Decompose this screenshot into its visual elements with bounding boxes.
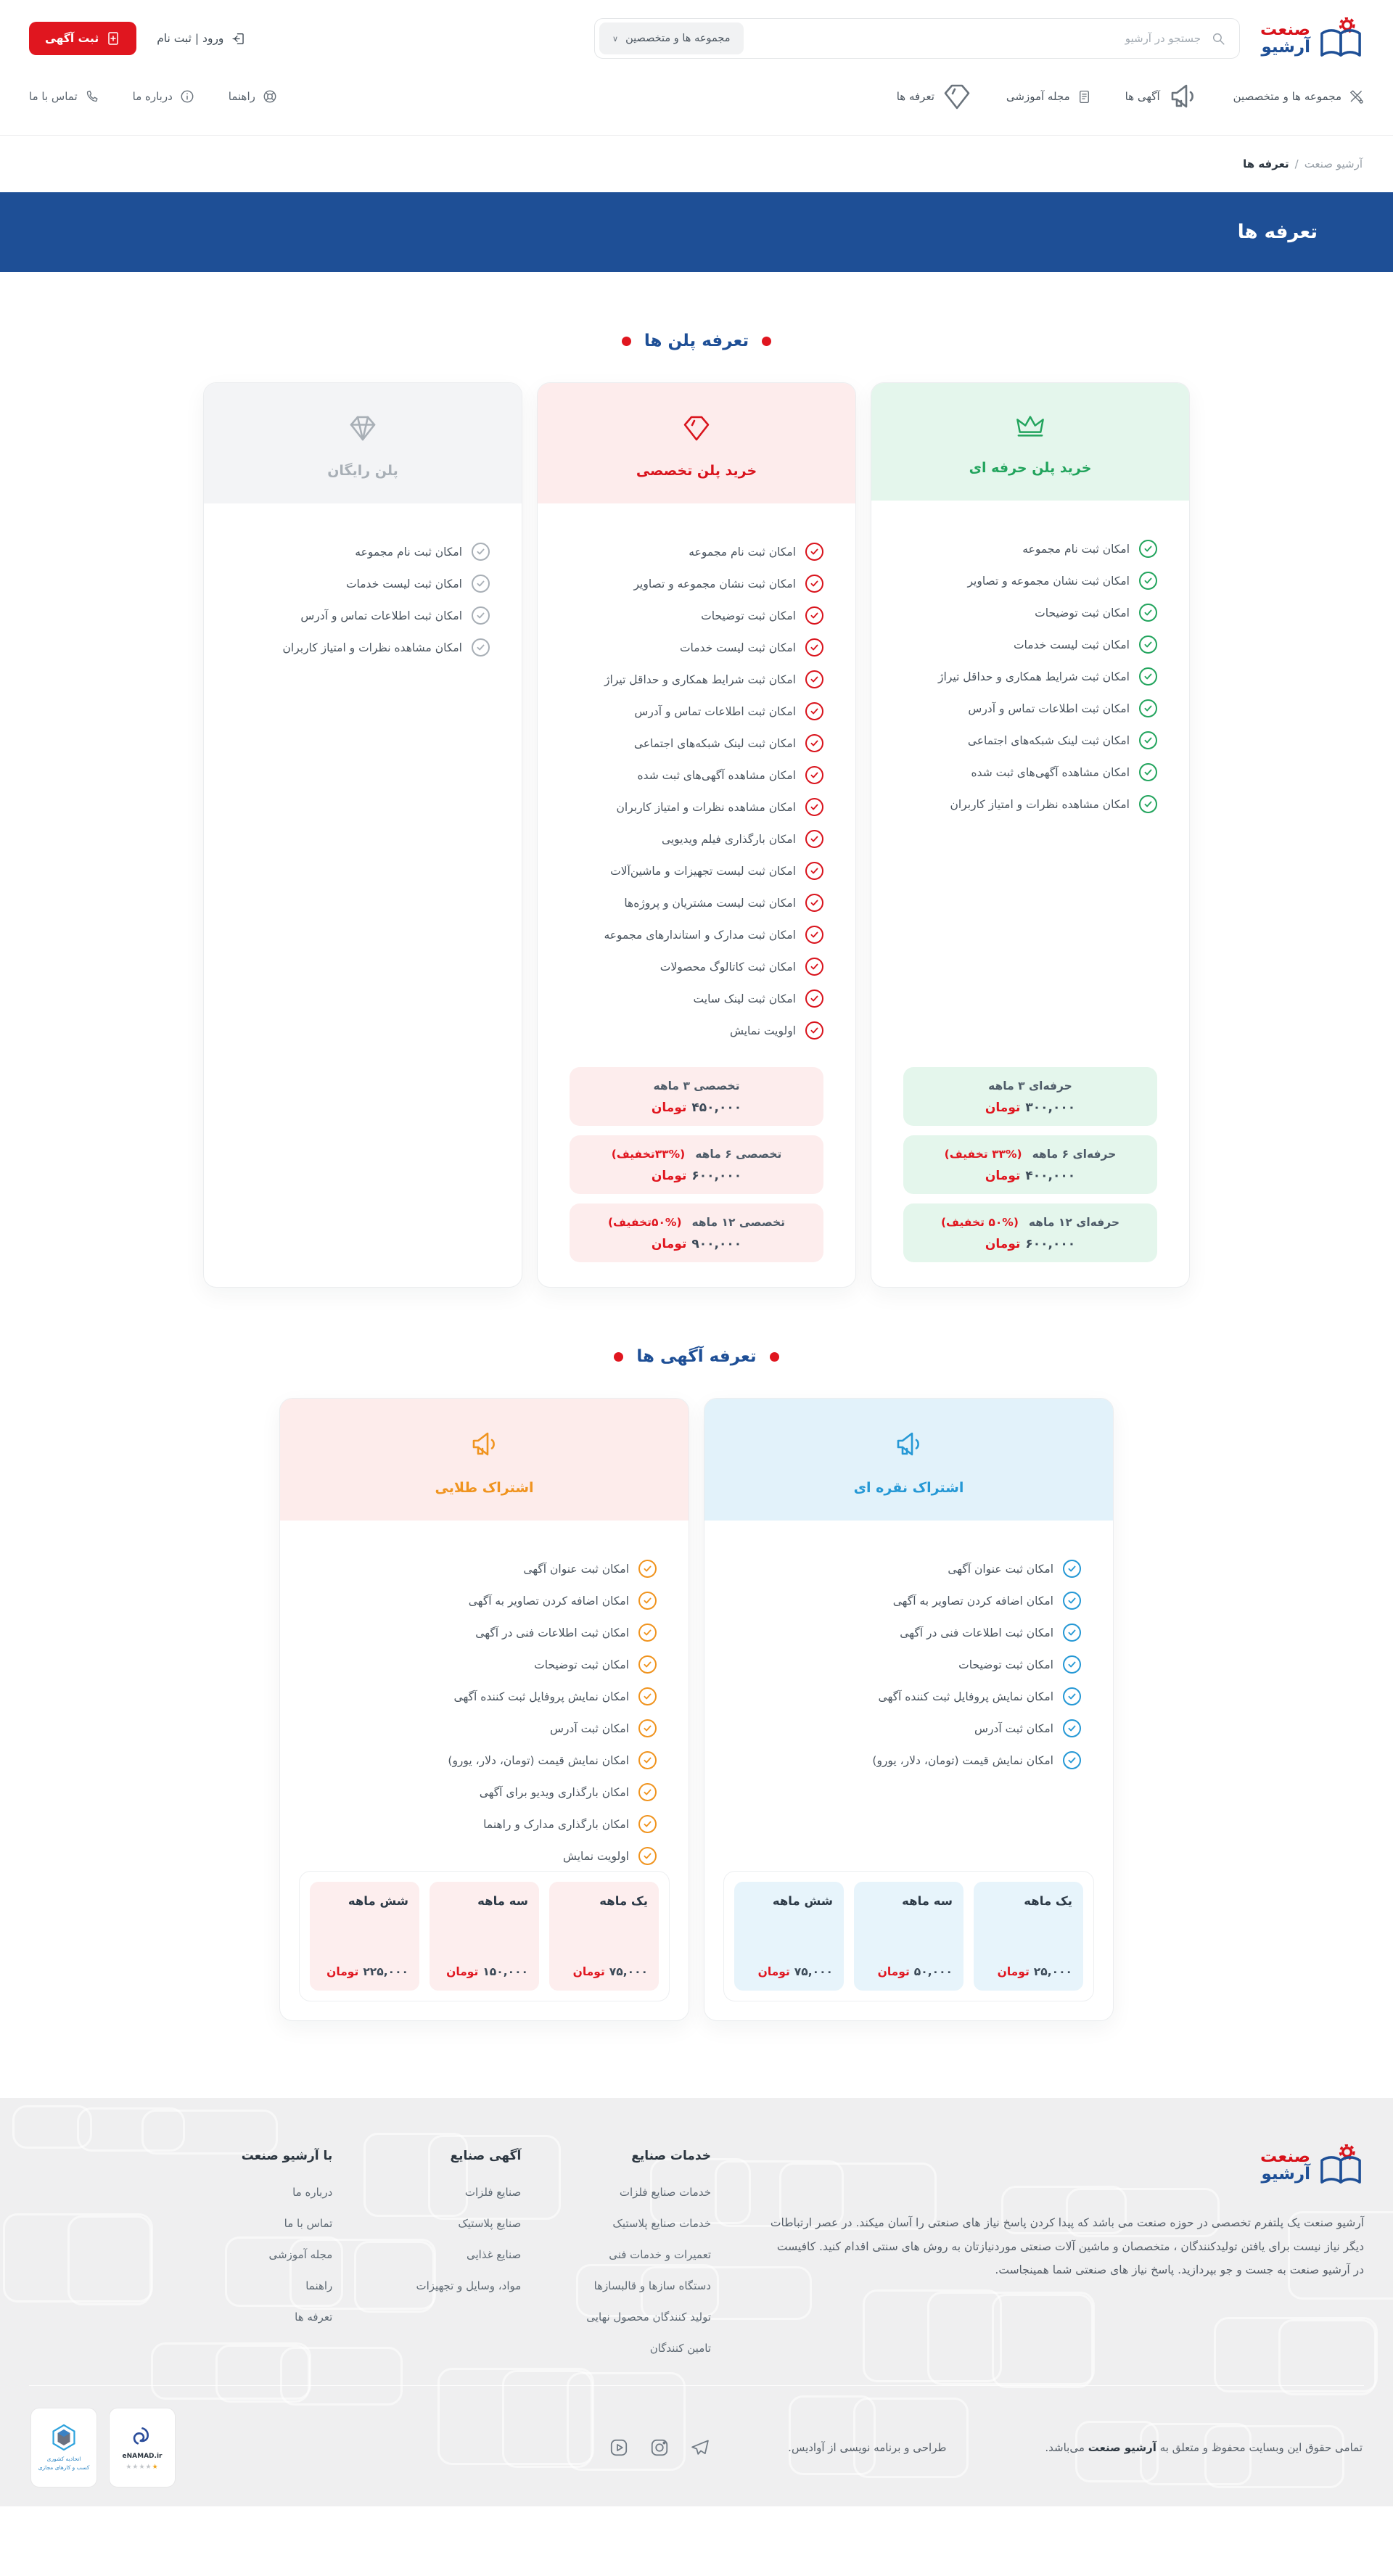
price-currency: تومان: [651, 1237, 687, 1251]
search-category-label: مجموعه ها و متخصصین: [625, 33, 731, 44]
nav-item-2[interactable]: مجله آموزشی: [1006, 89, 1092, 104]
plan-feature: [312, 1847, 657, 1865]
ad-price-currency: تومان: [572, 1965, 605, 1978]
ad-price-currency: تومان: [877, 1965, 910, 1978]
enamad-icon: [130, 2424, 155, 2449]
diamond-icon: [347, 412, 379, 444]
plan-feature: [570, 702, 823, 720]
price-currency: تومان: [985, 1237, 1021, 1251]
plan-feature: [570, 894, 823, 912]
footer-column-0: [586, 2149, 711, 2355]
plan-feature-label: امکان ثبت لینک شبکه‌های اجتماعی: [633, 736, 796, 750]
plan-feature: [570, 766, 823, 784]
plan-feature: [570, 670, 823, 688]
ad-plan-title: اشتراک طلایی: [435, 1480, 534, 1496]
check-icon: [805, 958, 823, 976]
check-icon: [1063, 1687, 1081, 1705]
breadcrumb-current: تعرفه ها: [1243, 157, 1289, 170]
plan-feature: [903, 540, 1157, 558]
check-icon: [805, 1021, 823, 1040]
plan-feature: [312, 1751, 657, 1769]
nav-item-0[interactable]: مجموعه ها و متخصصین: [1233, 89, 1364, 104]
ad-price-duration: سه ماهه: [477, 1894, 528, 1908]
plan-feature: [570, 830, 823, 848]
price-currency: تومان: [985, 1100, 1021, 1115]
plan-feature-label: امکان ثبت عنوان آگهی: [523, 1562, 629, 1576]
red-dot-icon: [614, 1352, 623, 1362]
footer-column-title: خدمات صنایع: [631, 2149, 711, 2163]
footer-link[interactable]: دستگاه سازها و قالبسازها: [593, 2279, 711, 2292]
ad-price-currency: تومان: [757, 1965, 790, 1978]
plan-feature: [570, 543, 823, 561]
check-icon: [805, 926, 823, 944]
plan-feature-label: امکان ثبت نشان مجموعه و تصاویر: [633, 577, 796, 590]
plan-feature-label: امکان ثبت اطلاعات فنی در آگهی: [475, 1626, 629, 1639]
plan-feature-label: امکان ثبت اطلاعات تماس و آدرس: [968, 701, 1130, 715]
footer-link[interactable]: درباره ما: [292, 2186, 333, 2199]
ad-price-group: [299, 1871, 670, 2001]
plan-feature-label: امکان ثبت لیست تجهیزات و ماشین‌آلات: [610, 864, 796, 878]
price-discount: (۵۰%تخفیف): [607, 1216, 682, 1229]
price-period-label: حرفه‌ای ۳ ماهه: [988, 1079, 1072, 1092]
check-icon: [638, 1783, 657, 1801]
phone-icon: [84, 89, 99, 104]
footer-column-2: [209, 2149, 332, 2355]
instagram-icon[interactable]: [649, 2437, 670, 2458]
check-icon: [638, 1719, 657, 1737]
plan-feature-label: اولویت نمایش: [562, 1849, 629, 1863]
brand-wordmark: صنعت آرشیو: [1260, 20, 1310, 57]
footer-bottom-bar: [29, 2385, 1364, 2506]
price-discount: (۳۳%تخفیف): [611, 1148, 686, 1161]
plan-feature-label: امکان ثبت نام مجموعه: [355, 545, 462, 559]
plan-feature: [903, 795, 1157, 813]
ad-plan-card-silver: [704, 1398, 1114, 2021]
ad-price-box[interactable]: [854, 1882, 963, 1991]
plan-feature: [312, 1592, 657, 1610]
check-icon: [805, 670, 823, 688]
price-amount: ۳۰۰,۰۰۰: [1025, 1100, 1076, 1115]
plan-feature: [903, 667, 1157, 686]
book-gear-icon: [1318, 2144, 1364, 2186]
price-discount: (۵۰% تخفیف): [940, 1216, 1019, 1229]
footer-link[interactable]: مواد، وسایل و تجهیزات: [416, 2279, 522, 2292]
plan-feature-label: امکان ثبت لیست خدمات: [679, 641, 796, 654]
price-period-label: تخصصی ۳ ماهه: [653, 1079, 740, 1092]
ad-price-duration: یک ماهه: [1024, 1894, 1072, 1908]
gem-icon: [681, 412, 712, 444]
check-icon: [1063, 1624, 1081, 1642]
document-plus-icon: [106, 31, 120, 46]
post-ad-label: ثبت آگهی: [45, 32, 99, 45]
ads-section-heading: [0, 1347, 1393, 1366]
plan-price-box[interactable]: [903, 1067, 1157, 1126]
check-icon: [805, 543, 823, 561]
book-gear-icon: [1318, 17, 1364, 59]
nav-item-0[interactable]: راهنما: [229, 89, 278, 104]
plan-feature-label: امکان ثبت توضیحات: [701, 609, 796, 622]
plan-feature: [570, 862, 823, 880]
ad-price-box[interactable]: [310, 1882, 419, 1991]
brand-wordmark: صنعت آرشیو: [1260, 2147, 1310, 2184]
developer-credit: طراحی و برنامه نویسی از آوادیس.: [788, 2441, 947, 2454]
plan-feature: [570, 638, 823, 657]
price-discount: (۳۳% تخفیف): [944, 1148, 1022, 1161]
footer-link[interactable]: تعرفه ها: [295, 2310, 333, 2324]
check-icon: [638, 1592, 657, 1610]
plan-feature-label: امکان ثبت اطلاعات تماس و آدرس: [634, 704, 796, 718]
plan-feature-label: امکان ثبت لیست خدمات: [1013, 638, 1130, 651]
plan-feature: [312, 1687, 657, 1705]
gem-icon: [941, 81, 973, 112]
plan-feature: [236, 543, 490, 561]
red-dot-icon: [762, 337, 771, 346]
search-input[interactable]: [744, 31, 1203, 46]
plan-feature-label: امکان ثبت اطلاعات تماس و آدرس: [300, 609, 462, 622]
price-period-label: تخصصی ۱۲ ماهه: [691, 1216, 786, 1229]
plan-feature: [312, 1560, 657, 1578]
plan-price-box[interactable]: [570, 1067, 823, 1126]
nav-item-1[interactable]: آگهی ها: [1125, 80, 1200, 113]
plan-feature: [570, 926, 823, 944]
site-logo[interactable]: [1260, 17, 1364, 59]
check-icon: [805, 702, 823, 720]
ads-section-title: تعرفه آگهی ها: [636, 1347, 757, 1366]
footer-about-text: آرشیو صنعت یک پلتفرم تخصصی در حوزه صنعت می باشد که پیدا کردن پاسخ نیاز های صنعتی را آسان میکند. در عصر ارتباطات دیگر نیاز نیست برای یافتن تولیدکنندگان ، متخصصان و ماشین آلات صنعتی موردنیازتان به روش های سنتی اقدام کنید. کافیست در آرشیو صنعت به جست و جو بپردازید. پاسخ نیاز های صنعتی شما همینجاست.: [770, 2216, 1364, 2277]
ad-price-group: [723, 1871, 1094, 2001]
plan-feature-label: امکان مشاهده نظرات و امتیاز کاربران: [282, 641, 462, 654]
plan-feature: [903, 604, 1157, 622]
plan-feature-label: امکان بارگذاری مدارک و راهنما: [483, 1817, 629, 1831]
plan-price-box[interactable]: [903, 1135, 1157, 1194]
price-period-label: حرفه‌ای ۱۲ ماهه: [1028, 1216, 1120, 1229]
check-icon: [805, 606, 823, 625]
check-icon: [805, 734, 823, 752]
plan-feature: [736, 1719, 1081, 1737]
megaphone-icon: [468, 1428, 501, 1461]
aparat-icon[interactable]: [608, 2437, 630, 2458]
plan-feature-label: امکان ثبت نام مجموعه: [1022, 542, 1130, 556]
copyright-text: تمامی حقوق این وبسایت محفوظ و متعلق به آرشیو صنعت می‌باشد.: [1045, 2441, 1363, 2454]
plan-feature-label: امکان ثبت آدرس: [974, 1721, 1053, 1735]
plan-price-box[interactable]: [903, 1203, 1157, 1262]
check-icon: [472, 606, 490, 625]
footer-link[interactable]: خدمات صنایع فلزات: [619, 2186, 711, 2199]
page-title: تعرفه ها: [1237, 221, 1318, 243]
plan-feature: [570, 958, 823, 976]
plan-feature-label: امکان ثبت کاتالوگ محصولات: [659, 960, 796, 974]
plan-feature-label: امکان ثبت مدارک و استاندارهای مجموعه: [604, 928, 796, 942]
check-icon: [1139, 763, 1157, 781]
check-icon: [805, 766, 823, 784]
plan-feature-label: امکان مشاهده نظرات و امتیاز کاربران: [616, 800, 796, 814]
price-period-label: حرفه‌ای ۶ ماهه: [1032, 1148, 1117, 1161]
login-register-link[interactable]: [157, 31, 246, 46]
price-amount: ۶۰۰,۰۰۰: [1025, 1237, 1076, 1251]
plans-section-title: تعرفه پلن ها: [644, 332, 749, 350]
page-title-banner: [0, 192, 1393, 272]
price-currency: تومان: [651, 1169, 687, 1183]
plan-feature-label: امکان نمایش پروفایل ثبت کننده آگهی: [878, 1690, 1053, 1703]
plan-feature-label: امکان ثبت اطلاعات فنی در آگهی: [900, 1626, 1053, 1639]
ad-price-duration: یک ماهه: [599, 1894, 648, 1908]
footer-link[interactable]: تماس با ما: [284, 2217, 333, 2230]
check-icon: [472, 543, 490, 561]
footer-link[interactable]: صنایع پلاستیک: [458, 2217, 522, 2230]
plan-feature: [312, 1719, 657, 1737]
check-icon: [805, 798, 823, 816]
search-bar: [594, 18, 1240, 59]
copyright-brand: آرشیو صنعت: [1088, 2441, 1156, 2454]
search-category-select[interactable]: [599, 22, 743, 54]
check-icon: [472, 575, 490, 593]
ad-plan-card-gold: [279, 1398, 689, 2021]
check-icon: [472, 638, 490, 657]
plan-feature-label: امکان ثبت نشان مجموعه و تصاویر: [967, 574, 1130, 588]
top-header: [0, 0, 1393, 73]
plan-feature: [570, 1021, 823, 1040]
plan-card-header: [538, 383, 855, 503]
plan-feature: [570, 734, 823, 752]
main-navigation: [0, 73, 1393, 136]
plan-title: پلن رایگان: [327, 463, 398, 479]
footer-column-title: آگهی صنایع: [450, 2149, 522, 2163]
ad-price-amount: ۱۵۰,۰۰۰: [482, 1965, 528, 1978]
check-icon: [1139, 540, 1157, 558]
plan-title: خرید پلن حرفه ای: [969, 460, 1092, 476]
plan-feature: [736, 1687, 1081, 1705]
check-icon: [1063, 1719, 1081, 1737]
check-icon: [1139, 667, 1157, 686]
ad-price-box[interactable]: [974, 1882, 1083, 1991]
union-badge[interactable]: [30, 2408, 97, 2487]
ad-price-amount: ۷۵,۰۰۰: [794, 1965, 833, 1978]
post-ad-button[interactable]: [29, 22, 136, 55]
check-icon: [638, 1687, 657, 1705]
plan-price-box[interactable]: [570, 1135, 823, 1194]
plan-feature-label: امکان نمایش قیمت (تومان، دلار، یورو): [872, 1753, 1053, 1767]
plan-feature: [736, 1655, 1081, 1674]
price-currency: تومان: [651, 1100, 687, 1115]
footer-column-1: [398, 2149, 521, 2355]
ad-price-duration: شش ماهه: [772, 1894, 833, 1908]
ad-price-amount: ۲۲۵,۰۰۰: [363, 1965, 408, 1978]
plan-feature: [736, 1624, 1081, 1642]
ad-price-box[interactable]: [430, 1882, 539, 1991]
plan-title: خرید پلن تخصصی: [636, 463, 757, 479]
red-dot-icon: [770, 1352, 779, 1362]
ad-plan-header: [704, 1399, 1113, 1521]
plan-feature-label: امکان بارگذاری ویدیو برای آگهی: [479, 1785, 629, 1799]
plan-feature-label: امکان ثبت توضیحات: [958, 1658, 1053, 1671]
check-icon: [805, 575, 823, 593]
plan-feature-label: امکان ثبت لینک شبکه‌های اجتماعی: [967, 733, 1130, 747]
union-badge-label: اتحادیه کشوری کسب و کارهای مجازی: [38, 2456, 90, 2471]
ad-price-currency: تومان: [326, 1965, 359, 1978]
nav-item-1[interactable]: درباره ما: [133, 89, 195, 104]
plan-feature-label: امکان اضافه کردن تصاویر به آگهی: [892, 1594, 1053, 1608]
nav-item-3[interactable]: تعرفه ها: [897, 81, 973, 112]
plan-feature: [736, 1751, 1081, 1769]
price-amount: ۴۰۰,۰۰۰: [1025, 1169, 1076, 1183]
check-icon: [638, 1751, 657, 1769]
footer: [0, 2098, 1393, 2506]
footer-link[interactable]: تعمیرات و خدمات فنی: [609, 2248, 711, 2261]
plan-feature: [312, 1815, 657, 1833]
ad-price-duration: شش ماهه: [348, 1894, 408, 1908]
enamad-badge[interactable]: [109, 2408, 176, 2487]
login-register-label: ورود | ثبت نام: [157, 32, 224, 45]
plan-feature-label: امکان ثبت نام مجموعه: [689, 545, 796, 559]
price-amount: ۹۰۰,۰۰۰: [691, 1237, 742, 1251]
crown-icon: [1014, 412, 1047, 441]
plan-feature: [570, 989, 823, 1008]
check-icon: [1139, 731, 1157, 749]
plan-feature-label: امکان ثبت شرایط همکاری و حداقل تیراژ: [938, 670, 1130, 683]
plan-feature: [236, 638, 490, 657]
check-icon: [1139, 795, 1157, 813]
ad-price-amount: ۵۰,۰۰۰: [913, 1965, 953, 1978]
plan-feature: [236, 606, 490, 625]
plan-feature-label: اولویت نمایش: [729, 1024, 796, 1037]
red-dot-icon: [622, 337, 631, 346]
footer-link[interactable]: راهنما: [305, 2279, 333, 2292]
plan-feature: [570, 798, 823, 816]
plan-card-pro: [871, 382, 1190, 1288]
plan-feature-label: امکان مشاهده نظرات و امتیاز کاربران: [950, 797, 1130, 811]
plan-feature-label: امکان اضافه کردن تصاویر به آگهی: [468, 1594, 629, 1608]
plan-feature-label: امکان ثبت لینک سایت: [693, 992, 796, 1005]
plan-feature-label: امکان مشاهده آگهی‌های ثبت شده: [637, 768, 796, 782]
ad-price-amount: ۷۵,۰۰۰: [609, 1965, 648, 1978]
plan-feature: [312, 1655, 657, 1674]
login-icon: [231, 31, 246, 46]
footer-about: [769, 2144, 1364, 2355]
plan-feature-label: امکان ثبت توضیحات: [534, 1658, 629, 1671]
check-icon: [1139, 572, 1157, 590]
check-icon: [1063, 1592, 1081, 1610]
plan-feature: [570, 606, 823, 625]
check-icon: [805, 830, 823, 848]
plan-feature: [903, 635, 1157, 654]
plan-feature: [312, 1783, 657, 1801]
megaphone-icon: [892, 1428, 926, 1461]
search-icon: [1211, 31, 1226, 46]
breadcrumb-separator: /: [1294, 157, 1299, 170]
plan-feature: [903, 699, 1157, 717]
check-icon: [805, 862, 823, 880]
plan-feature: [903, 572, 1157, 590]
plan-feature-label: امکان ثبت عنوان آگهی: [948, 1562, 1053, 1576]
price-period-label: تخصصی ۶ ماهه: [695, 1148, 782, 1161]
footer-link[interactable]: صنایع غذایی: [466, 2248, 522, 2261]
plan-feature: [736, 1592, 1081, 1610]
check-icon: [638, 1815, 657, 1833]
plan-feature: [903, 731, 1157, 749]
magazine-icon: [1077, 89, 1092, 104]
check-icon: [805, 989, 823, 1008]
footer-link[interactable]: صنایع فلزات: [464, 2186, 522, 2199]
chevron-down-icon: ∨: [612, 33, 619, 44]
enamad-stars: ★★★★★: [126, 2464, 159, 2471]
price-currency: تومان: [985, 1169, 1021, 1183]
footer-link[interactable]: مجله آموزشی: [268, 2248, 333, 2261]
plan-feature: [312, 1624, 657, 1642]
plans-section-heading: [0, 332, 1393, 350]
plan-card-header: [871, 383, 1189, 501]
plan-card-free: [203, 382, 522, 1288]
check-icon: [638, 1655, 657, 1674]
lifebuoy-icon: [262, 89, 278, 104]
plan-feature-label: امکان ثبت لیست خدمات: [345, 577, 462, 590]
plan-card-header: [204, 383, 522, 503]
ad-price-currency: تومان: [446, 1965, 479, 1978]
footer-link[interactable]: تولید کنندگان محصول نهایی: [586, 2310, 711, 2324]
plan-feature-label: امکان مشاهده آگهی‌های ثبت شده: [971, 765, 1130, 779]
check-icon: [1063, 1560, 1081, 1578]
plan-feature: [570, 575, 823, 593]
plan-feature: [236, 575, 490, 593]
plan-feature-label: امکان نمایش قیمت (تومان، دلار، یورو): [448, 1753, 629, 1767]
ad-price-currency: تومان: [997, 1965, 1030, 1978]
ad-plan-title: اشتراک نقره ای: [853, 1480, 964, 1496]
ad-price-box[interactable]: [549, 1882, 659, 1991]
footer-link[interactable]: خدمات صنایع پلاستیک: [612, 2217, 711, 2230]
plan-card-special: [537, 382, 856, 1288]
plan-feature-label: امکان ثبت شرایط همکاری و حداقل تیراژ: [604, 672, 796, 686]
plan-feature-label: امکان ثبت لیست مشتریان و پروژه‌ها: [624, 896, 796, 910]
enamad-label: eNAMAD.ir: [122, 2453, 163, 2460]
plan-feature-label: امکان ثبت آدرس: [550, 1721, 629, 1735]
info-icon: [179, 89, 195, 104]
ad-price-box[interactable]: [734, 1882, 844, 1991]
ad-price-amount: ۲۵,۰۰۰: [1033, 1965, 1072, 1978]
check-icon: [805, 894, 823, 912]
megaphone-icon: [1167, 80, 1200, 113]
ad-plan-header: [280, 1399, 689, 1521]
plan-feature: [903, 763, 1157, 781]
check-icon: [638, 1560, 657, 1578]
check-icon: [1139, 635, 1157, 654]
breadcrumb-home-link[interactable]: آرشیو صنعت: [1304, 157, 1363, 170]
price-amount: ۴۵۰,۰۰۰: [691, 1100, 742, 1115]
plan-feature-label: امکان ثبت توضیحات: [1035, 606, 1130, 620]
plan-feature: [736, 1560, 1081, 1578]
check-icon: [1139, 699, 1157, 717]
telegram-icon[interactable]: [689, 2437, 711, 2458]
plan-feature-label: امکان بارگذاری فیلم ویدیویی: [661, 832, 796, 846]
nav-item-2[interactable]: تماس با ما: [29, 89, 99, 104]
footer-link[interactable]: تامین کنندگان: [649, 2342, 711, 2355]
check-icon: [1063, 1655, 1081, 1674]
union-badge-icon: [52, 2424, 76, 2451]
plan-price-box[interactable]: [570, 1203, 823, 1262]
footer-logo[interactable]: [769, 2144, 1364, 2186]
check-icon: [1063, 1751, 1081, 1769]
breadcrumb: [0, 136, 1393, 192]
footer-column-title: با آرشیو صنعت: [241, 2149, 333, 2163]
check-icon: [1139, 604, 1157, 622]
ad-price-duration: سه ماهه: [902, 1894, 953, 1908]
check-icon: [805, 638, 823, 657]
price-amount: ۶۰۰,۰۰۰: [691, 1169, 742, 1183]
check-icon: [638, 1624, 657, 1642]
plan-feature-label: امکان نمایش پروفایل ثبت کننده آگهی: [453, 1690, 629, 1703]
tools-icon: [1348, 89, 1364, 104]
check-icon: [638, 1847, 657, 1865]
